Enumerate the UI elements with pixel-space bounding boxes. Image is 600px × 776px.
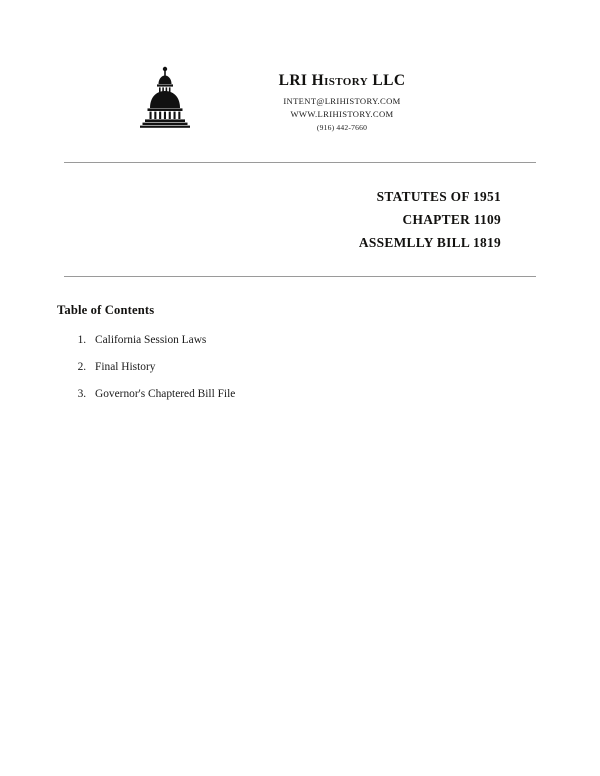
company-website: WWW.LRIHISTORY.COM [290,109,394,119]
statute-title-block [0,163,600,254]
letterhead [0,0,600,132]
company-phone: (916) 442-7660 [316,123,368,132]
statute-line-1: STATUTES OF 1951 [376,189,501,204]
list-item[interactable]: 1. California Session Laws [89,332,600,349]
company-contact-block [212,58,472,132]
company-name: LRI History LLC [278,72,406,89]
capitol-dome-icon [128,60,202,134]
toc-list [57,332,600,403]
toc-heading: Table of Contents [57,303,155,318]
company-email: INTENT@LRIHISTORY.COM [283,96,401,106]
list-item[interactable]: 2. Final History [89,359,600,376]
table-of-contents [0,277,600,403]
statute-line-2: CHAPTER 1109 [402,212,501,228]
statute-line-3: ASSEMLLY BILL 1819 [358,235,501,251]
list-item[interactable]: 3. Governor's Chaptered Bill File [89,386,600,403]
